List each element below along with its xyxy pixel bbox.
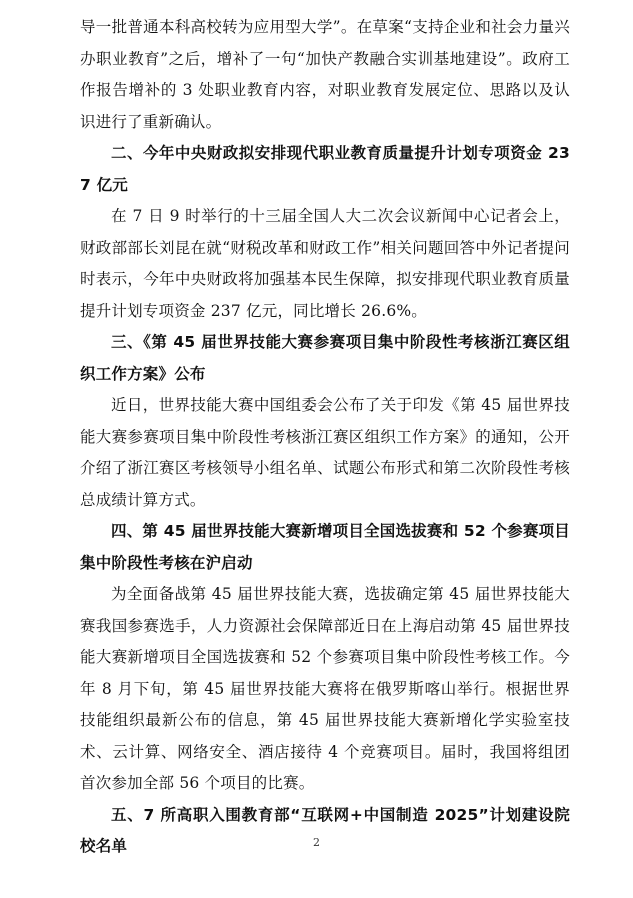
body-paragraph-3: 近日，世界技能大赛中国组委会公布了关于印发《第 45 届世界技能大赛参赛项目集中阶段性考核浙江赛区组织工作方案》的通知，公开介绍了浙江赛区考核领导小组名单、试题公布形式和第二次阶段性考核总成绩计算方式。 — [80, 396, 570, 509]
document-body — [80, 12, 570, 863]
section-heading-3: 三、《第 45 届世界技能大赛参赛项目集中阶段性考核浙江赛区组织工作方案》公布 — [80, 333, 570, 383]
section-heading-5: 五、7 所高职入围教育部“互联网+中国制造 2025”计划建设院校名单 — [80, 805, 570, 855]
section-heading-2: 二、今年中央财政拟安排现代职业教育质量提升计划专项资金 237 亿元 — [80, 144, 570, 194]
section-heading-4: 四、第 45 届世界技能大赛新增项目全国选拔赛和 52 个参赛项目集中阶段性考核在沪启动 — [80, 522, 570, 572]
page-number: 2 — [313, 836, 320, 849]
body-paragraph-continued: 导一批普通本科高校转为应用型大学”。在草案“支持企业和社会力量兴办职业教育”之后，增补了一句“加快产教融合实训基地建设”。政府工作报告增补的 3 处职业教育内容，对职业教育发展定位、思路以及认识进行了重新确认。 — [80, 18, 570, 131]
body-paragraph-2: 在 7 日 9 时举行的十三届全国人大二次会议新闻中心记者会上，财政部部长刘昆在就“财税改革和财政工作”相关问题回答中外记者提问时表示，今年中央财政将加强基本民生保障，拟安排现代职业教育质量提升计划专项资金 237 亿元，同比增长 26.6%。 — [80, 207, 570, 320]
body-paragraph-4: 为全面备战第 45 届世界技能大赛，选拔确定第 45 届世界技能大赛我国参赛选手，人力资源社会保障部近日在上海启动第 45 届世界技能大赛新增项目全国选拔赛和 52 个参赛项目集中阶段性考核工作。今年 8 月下旬，第 45 届世界技能大赛将在俄罗斯喀山举行。根据世界技能组织最新公布的信息，第 45 届世界技能大赛新增化学实验室技术、云计算、网络安全、酒店接待 4 个竞赛项目。届时，我国将组团首次参加全部 56 个项目的比赛。 — [80, 585, 570, 792]
